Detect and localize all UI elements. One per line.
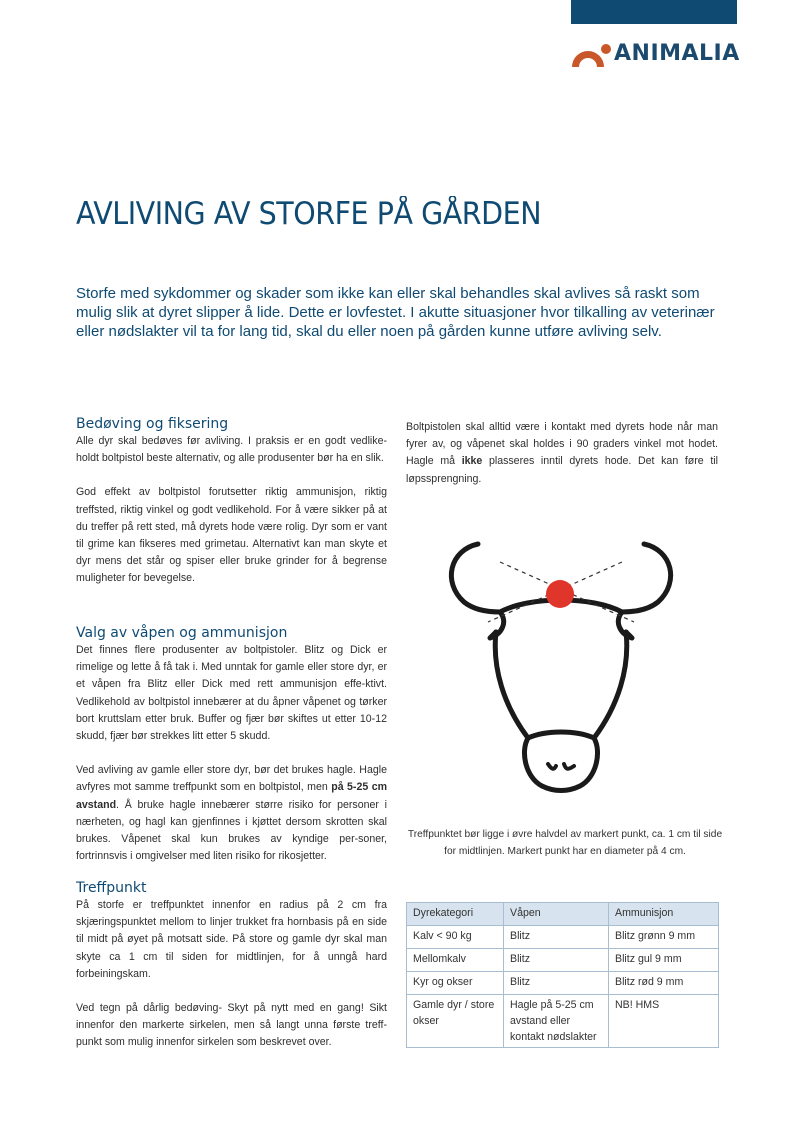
figure-caption: Treffpunktet bør ligge i øvre halvdel av markert punkt, ca. 1 cm til side for midtlinjen. Markert punkt har en diameter på 4 cm. bbox=[407, 829, 723, 857]
bold-text: ikke bbox=[461, 455, 483, 468]
paragraph: Ved tegn på dårlig bedøving- Skyt på nytt med en gang! Sikt innenfor den markerte sirkelen, men så langt unna første treff-punkt som mulig innenfor sirkelen som beskrevet over. bbox=[76, 1002, 387, 1049]
table-cell: Blitz gul 9 mm bbox=[609, 949, 719, 972]
column-header: Ammunisjon bbox=[609, 903, 719, 926]
column-header: Dyrekategori bbox=[407, 903, 504, 926]
text-run: . Å bruke hagle innebærer større risiko for personer i nærheten, og hagl kan gjenfinnes i kjøttet dersom skrotten skal brukes. Våpenet skal kun brukes av kyndige per-soner, fortrinnsvis i omgivelser med liten risiko for rikosjetter. bbox=[76, 798, 387, 863]
text-run: plasseres inntil dyrets hode. Det kan føre til løpssprengning. bbox=[406, 455, 718, 485]
paragraph: Det finnes flere produsenter av boltpistoler. Blitz og Dick er rimelige og lette å få tak i. Med unntak for gamle eller store dyr, er et våpen fra Blitz eller Dick med rett ammunisjon effe-ktivt. Vedlikehold av boltpistol innebærer at du åpner våpenet og tørker bort kruttslam etter bruk. Buffer og fjær bør skiftes ut etter 10-12 skudd, fjær bør strekkes litt etter 5 skudd. bbox=[76, 644, 387, 743]
table-cell: Kyr og okser bbox=[407, 972, 504, 995]
section-heading: Treffpunkt bbox=[76, 880, 147, 896]
table-row bbox=[407, 972, 719, 995]
ammunition-table bbox=[406, 902, 719, 1048]
table-header-row bbox=[407, 903, 719, 926]
table-row bbox=[407, 995, 719, 1048]
text-run: Boltpistolen skal alltid være i kontakt med dyrets hode når man fyrer av, og våpenet skal holdes i 90 graders vinkel mot hodet. Hagle må bbox=[406, 421, 718, 468]
sun-over-hill-icon bbox=[570, 43, 612, 67]
table-cell: Hagle på 5-25 cm avstand eller kontakt nødslakter bbox=[504, 995, 609, 1048]
paragraph bbox=[406, 419, 718, 488]
brand-name: ANIMALIA bbox=[614, 41, 740, 66]
paragraph bbox=[76, 762, 387, 865]
table-row bbox=[407, 949, 719, 972]
section-vapen bbox=[76, 624, 387, 865]
table-cell: Blitz bbox=[504, 949, 609, 972]
table-cell: Gamle dyr / store okser bbox=[407, 995, 504, 1048]
intro-paragraph: Storfe med sykdommer og skader som ikke kan eller skal behandles skal avlives så raskt som mulig slik at dyret slipper å lide. Dette er lovfestet. I akutte situasjoner hvor tilkalling av veterinær eller nødslakter vil ta for lang tid, skal du eller noen på gården kunne utføre avliving selv. bbox=[76, 285, 715, 340]
paragraph: Alle dyr skal bedøves før avliving. I praksis er en godt vedlike-holdt boltpistol beste alternativ, og alle produsenter bør ha en slik. bbox=[76, 435, 387, 465]
table-row bbox=[407, 926, 719, 949]
table-cell: Blitz bbox=[504, 972, 609, 995]
table-cell: Blitz rød 9 mm bbox=[609, 972, 719, 995]
cow-head-icon bbox=[430, 538, 692, 800]
section-boltpistol bbox=[406, 419, 718, 488]
section-bedoving bbox=[76, 415, 387, 588]
paragraph: God effekt av boltpistol forutsetter riktig ammunisjon, riktig treffsted, riktig vinkel og godt vedlikehold. For å være sikker på at du treffer på rett sted, må dyrets hode være rolig. Dyr som er vant til grime kan fikseres med grimetau. Alternativt kan man skyte et dyr mens det står og spiser eller bruke grinder for å begrense muligheter for bevegelse. bbox=[76, 486, 387, 585]
table-cell: Mellomkalv bbox=[407, 949, 504, 972]
column-header: Våpen bbox=[504, 903, 609, 926]
bold-text: på 5-25 cm avstand bbox=[76, 781, 388, 811]
paragraph: På storfe er treffpunktet innenfor en radius på 2 cm fra skjæringspunktet mellom to linjer trukket fra hornbasis på en side til midt på øyet på motsatt side. På store og gamle dyr skal man skyte ca 1 cm til siden for midtlinjen, for å unngå hard forbeiningskam. bbox=[76, 899, 387, 980]
table-cell: Kalv < 90 kg bbox=[407, 926, 504, 949]
table-cell: NB! HMS bbox=[609, 995, 719, 1048]
top-accent-bar bbox=[571, 0, 737, 24]
section-heading: Valg av våpen og ammunisjon bbox=[76, 625, 288, 641]
section-treffpunkt bbox=[76, 879, 387, 1052]
table-cell: Blitz bbox=[504, 926, 609, 949]
page-title: AVLIVING AV STORFE PÅ GÅRDEN bbox=[76, 196, 542, 232]
table-cell: Blitz grønn 9 mm bbox=[609, 926, 719, 949]
section-heading: Bedøving og fiksering bbox=[76, 416, 229, 432]
animalia-logo bbox=[570, 40, 740, 70]
text-run: Ved avliving av gamle eller store dyr, bør det brukes hagle. Hagle avfyres mot samme treffpunkt som en boltpistol, men bbox=[76, 764, 387, 794]
